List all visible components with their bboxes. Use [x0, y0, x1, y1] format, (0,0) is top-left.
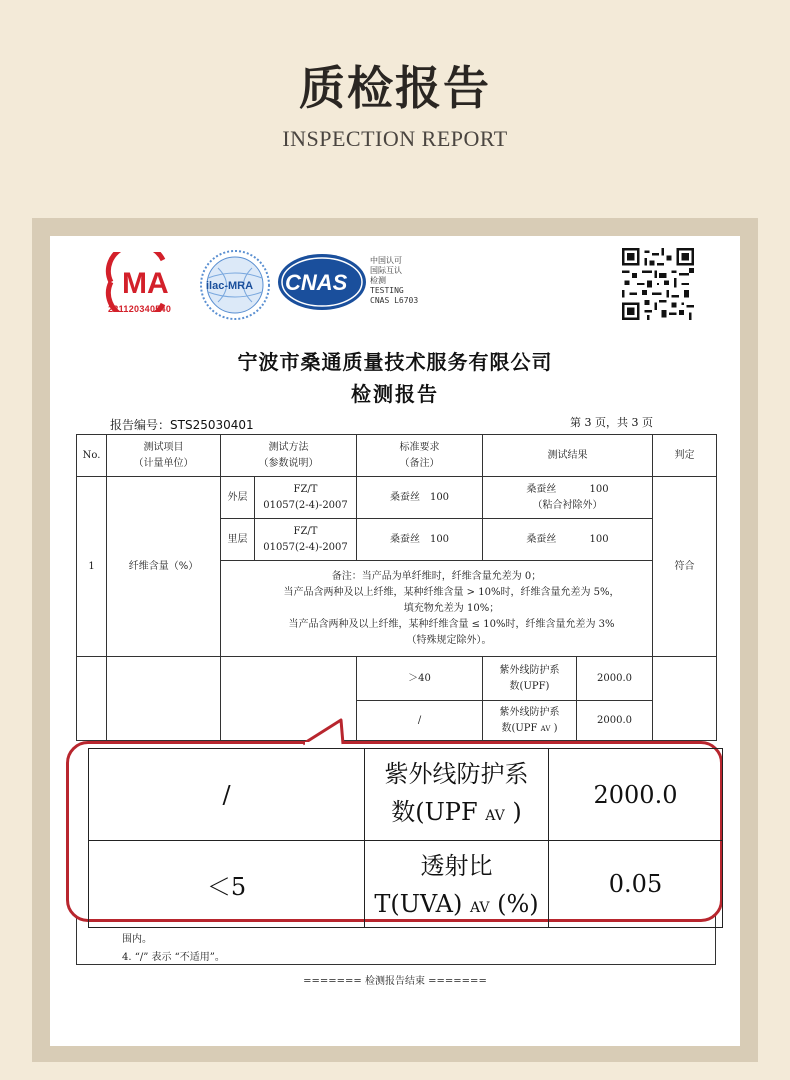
row1-outer-label: 外层 [221, 477, 255, 519]
bottom-notes: 围内。 4. “/” 表示 “不适用”。 [122, 934, 225, 963]
header-method: 测试方法 （参数说明） [221, 435, 357, 477]
company-name: 宁波市桑通质量技术服务有限公司 [237, 350, 553, 374]
zoom-row2-standard: ＜5 [89, 841, 365, 928]
header-standard: 标准要求 （备注） [357, 435, 483, 477]
row1-inner-method: FZ/T 01057(2-4)-2007 [255, 519, 357, 561]
table-header-row [77, 435, 717, 477]
cnas-logo-text: CNAS [285, 270, 348, 295]
zoom-row2-label: 透射比 T(UVA) AV (%) [365, 841, 549, 928]
row1-outer-method: FZ/T 01057(2-4)-2007 [255, 477, 357, 519]
ilac-logo-text: ilac-MRA [206, 280, 254, 292]
row1-note: 备注：当产品为单纤维时，纤维含量允差为 0； 当产品含两种及以上纤维，某种纤维含量 > 10%时，纤维含量允差为 5%， 填充物允差为 10%； 当产品含两种及以上纤维，某种纤维含量 ≤ 10%时，纤维含量允差为 3% （特殊规定除外）。 [221, 561, 653, 657]
row1-outer-result: 桑蚕丝 100 （粘合衬除外） [483, 477, 653, 519]
row2-label-b: 紫外线防护系 数(UPF AV ) [483, 701, 577, 741]
report-name: 检测报告 [351, 382, 439, 406]
zoom-row2-value: 0.05 [549, 841, 723, 928]
cnas-caption: 中国认可 国际互认 检测 TESTING CNAS L6703 [370, 256, 419, 305]
page-number: 第 3 页，共 3 页 [570, 416, 653, 429]
zoom-row [89, 749, 723, 841]
qr-code-icon [622, 248, 694, 320]
end-of-report-line: ======= 检测报告结束 ======= [303, 976, 487, 987]
page-title: 质检报告 [299, 61, 491, 115]
table-row [77, 657, 717, 701]
row1-inner-label: 里层 [221, 519, 255, 561]
row1-verdict: 符合 [653, 477, 717, 657]
results-table [76, 434, 717, 741]
report-number: 报告编号：STS25030401 [110, 418, 254, 432]
zoom-row1-standard: / [89, 749, 365, 841]
row1-item: 纤维含量（%） [107, 477, 221, 657]
header-no: No. [77, 435, 107, 477]
zoom-row1-value: 2000.0 [549, 749, 723, 841]
zoom-table [88, 748, 723, 928]
row1-no: 1 [77, 477, 107, 657]
callout-pointer-icon [303, 718, 347, 746]
row1-outer-standard: 桑蚕丝 100 [357, 477, 483, 519]
row1-inner-result: 桑蚕丝 100 [483, 519, 653, 561]
page-subtitle: INSPECTION REPORT [282, 126, 508, 151]
cnas-logo-icon [276, 252, 368, 312]
header-result: 测试结果 [483, 435, 653, 477]
row2-std-b: / [357, 701, 483, 741]
zoom-row [89, 841, 723, 928]
row2-value-a: 2000.0 [577, 657, 653, 701]
zoom-row1-label: 紫外线防护系 数(UPF AV ) [365, 749, 549, 841]
header-verdict: 判定 [653, 435, 717, 477]
table-row [77, 477, 717, 519]
row2-std-a: ＞40 [357, 657, 483, 701]
cma-number: 221120340540 [108, 304, 172, 314]
row1-inner-standard: 桑蚕丝 100 [357, 519, 483, 561]
cma-logo-icon [105, 252, 191, 312]
row2-label-a: 紫外线防护系 数(UPF) [483, 657, 577, 701]
row2-value-b: 2000.0 [577, 701, 653, 741]
cma-logo-text: MA [122, 267, 169, 300]
ilac-mra-logo-icon [198, 248, 272, 322]
header-item: 测试项目 （计量单位） [107, 435, 221, 477]
